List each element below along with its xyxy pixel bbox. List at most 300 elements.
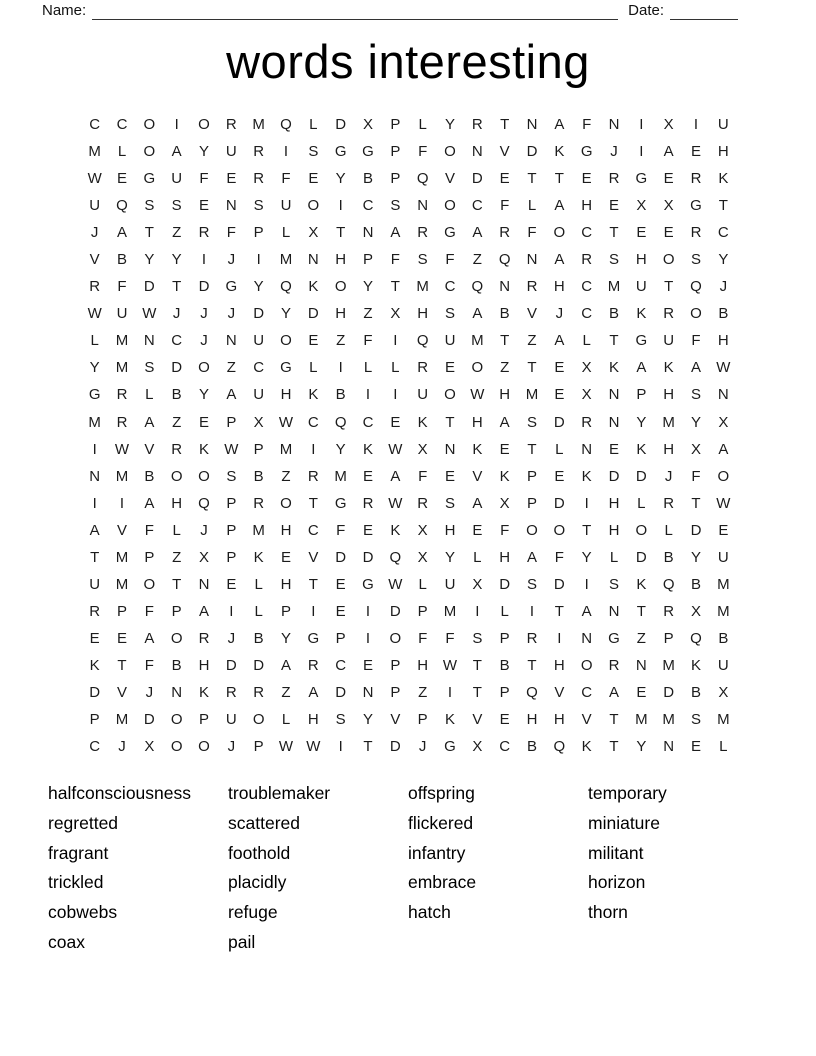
grid-letter: H [280, 521, 292, 539]
grid-letter: M [717, 575, 730, 593]
grid-letter: V [526, 305, 537, 323]
grid-letter: P [280, 602, 291, 620]
grid-letter: H [635, 251, 647, 269]
grid-letter: S [690, 386, 701, 404]
grid-letter: Y [89, 359, 100, 377]
grid-letter: M [115, 359, 129, 377]
grid-letter: A [554, 197, 565, 215]
grid-letter: B [144, 467, 155, 485]
grid-letter: P [390, 683, 401, 701]
grid-letter: S [144, 197, 155, 215]
grid-letter: K [89, 656, 100, 674]
grid-letter: S [226, 467, 237, 485]
grid-letter: R [526, 278, 538, 296]
grid-letter: U [717, 116, 729, 133]
grid-letter: T [527, 359, 537, 377]
grid-letter: Y [636, 738, 647, 756]
grid-letter: M [717, 602, 730, 620]
grid-letter: D [89, 683, 101, 701]
grid-letter: B [335, 386, 346, 404]
grid-letter: H [717, 143, 729, 161]
grid-letter: T [363, 738, 373, 756]
grid-letter: U [417, 386, 429, 404]
grid-letter: F [390, 251, 400, 269]
grid-letter: S [417, 251, 428, 269]
grid-letter: O [307, 197, 320, 215]
grid-letter: Z [281, 683, 291, 701]
grid-letter: Z [172, 224, 182, 242]
grid-letter: N [663, 738, 675, 756]
grid-letter: I [365, 629, 371, 647]
grid-letter: O [143, 143, 156, 161]
grid-letter: F [363, 332, 373, 350]
grid-letter: J [227, 629, 236, 647]
grid-letter: J [418, 738, 427, 756]
grid-letter: O [198, 116, 210, 133]
grid-letter: E [499, 440, 510, 458]
grid-letter: Z [472, 251, 482, 269]
grid-letter: O [553, 224, 566, 242]
grid-letter: H [444, 521, 456, 539]
grid-letter: S [253, 197, 264, 215]
grid-letter: X [198, 548, 209, 566]
grid-letter: S [526, 575, 537, 593]
word-list-item: placidly [228, 872, 287, 893]
grid-letter: R [116, 413, 128, 431]
grid-letter: D [635, 467, 647, 485]
grid-letter: W [87, 305, 102, 323]
grid-letter: R [471, 116, 483, 133]
grid-letter: P [226, 521, 237, 539]
grid-letter: R [499, 224, 511, 242]
grid-letter: O [198, 359, 210, 377]
name-label: Name: [42, 2, 87, 19]
grid-letter: N [635, 656, 647, 674]
grid-letter: K [636, 575, 647, 593]
grid-letter: A [472, 494, 483, 512]
grid-letter: K [718, 170, 729, 188]
grid-letter: J [227, 738, 236, 756]
grid-letter: L [582, 332, 591, 350]
word-list-item: refuge [228, 902, 278, 923]
grid-letter: A [116, 224, 127, 242]
grid-letter: E [308, 170, 319, 188]
grid-letter: R [417, 224, 429, 242]
grid-letter: E [198, 413, 209, 431]
grid-letter: D [362, 548, 374, 566]
grid-letter: G [307, 629, 320, 647]
grid-letter: K [554, 143, 565, 161]
grid-letter: B [362, 170, 373, 188]
grid-letter: B [499, 656, 510, 674]
grid-letter: P [390, 170, 401, 188]
grid-letter: U [717, 548, 729, 566]
grid-letter: A [390, 467, 401, 485]
grid-letter: B [526, 738, 537, 756]
grid-letter: W [388, 575, 403, 593]
grid-letter: R [581, 251, 593, 269]
grid-letter: I [557, 629, 562, 647]
grid-letter: U [635, 278, 647, 296]
grid-letter: A [718, 440, 729, 458]
word-list-item: thorn [588, 902, 628, 923]
grid-letter: I [529, 602, 535, 620]
grid-letter: D [389, 738, 401, 756]
grid-letter: Q [526, 683, 538, 701]
grid-letter: A [308, 683, 319, 701]
grid-letter: R [362, 494, 374, 512]
grid-letter: U [171, 170, 183, 188]
grid-letter: V [472, 711, 483, 729]
grid-letter: P [226, 548, 237, 566]
grid-letter: A [663, 143, 674, 161]
grid-letter: S [608, 251, 619, 269]
grid-letter: A [472, 305, 483, 323]
grid-letter: K [390, 521, 401, 539]
grid-letter: D [143, 711, 155, 729]
grid-letter: W [388, 440, 403, 458]
grid-letter: C [471, 197, 483, 215]
grid-letter: I [256, 251, 261, 269]
grid-letter: E [636, 683, 647, 701]
grid-letter: M [416, 278, 429, 296]
grid-letter: F [117, 278, 127, 296]
grid-letter: T [554, 602, 564, 620]
grid-letter: M [279, 440, 293, 458]
grid-letter: W [716, 359, 731, 377]
grid-letter: E [116, 170, 127, 188]
grid-letter: N [89, 467, 101, 485]
grid-letter: D [253, 305, 265, 323]
grid-letter: Y [253, 278, 264, 296]
grid-letter: R [225, 116, 237, 133]
grid-letter: G [608, 629, 620, 647]
grid-letter: M [662, 711, 675, 729]
grid-letter: X [472, 575, 483, 593]
grid-letter: E [663, 224, 674, 242]
grid-letter: V [116, 521, 127, 539]
grid-letter: X [417, 440, 428, 458]
grid-letter: M [88, 143, 101, 161]
grid-letter: T [472, 656, 482, 674]
grid-letter: Y [444, 548, 455, 566]
grid-letter: O [389, 629, 402, 647]
grid-letter: N [417, 197, 429, 215]
grid-letter: G [143, 170, 156, 188]
grid-letter: I [338, 738, 343, 756]
grid-letter: P [253, 738, 264, 756]
grid-letter: N [198, 575, 210, 593]
grid-letter: L [391, 359, 400, 377]
grid-letter: A [171, 143, 182, 161]
grid-letter: R [253, 494, 265, 512]
grid-letter: U [225, 143, 237, 161]
grid-letter: T [582, 521, 592, 539]
grid-letter: N [444, 440, 456, 458]
grid-letter: J [719, 278, 728, 296]
grid-letter: R [581, 413, 593, 431]
grid-letter: B [690, 575, 701, 593]
grid-letter: E [499, 711, 510, 729]
grid-letter: A [608, 683, 619, 701]
grid-letter: G [690, 197, 702, 215]
grid-letter: H [717, 332, 729, 350]
grid-letter: E [198, 197, 209, 215]
grid-letter: X [690, 440, 701, 458]
grid-letter: A [226, 386, 237, 404]
grid-letter: C [89, 738, 101, 756]
grid-letter: Q [198, 494, 210, 512]
grid-letter: W [114, 440, 130, 458]
grid-letter: D [635, 548, 647, 566]
grid-letter: O [170, 467, 183, 485]
grid-letter: I [92, 494, 97, 512]
grid-letter: I [338, 197, 343, 215]
grid-letter: I [365, 602, 371, 620]
grid-letter: F [445, 629, 455, 647]
grid-letter: H [417, 305, 429, 323]
grid-letter: S [444, 305, 455, 323]
grid-letter: R [198, 224, 210, 242]
grid-letter: N [581, 629, 593, 647]
grid-letter: B [171, 656, 182, 674]
grid-letter: C [362, 197, 374, 215]
grid-letter: G [334, 494, 347, 512]
grid-letter: E [718, 521, 729, 539]
grid-letter: O [553, 521, 566, 539]
grid-letter: O [471, 359, 484, 377]
grid-letter: H [171, 494, 183, 512]
grid-letter: K [198, 683, 209, 701]
grid-letter: T [336, 224, 346, 242]
grid-letter: O [143, 116, 156, 133]
grid-letter: S [144, 359, 155, 377]
grid-letter: Y [171, 251, 182, 269]
grid-letter: W [278, 738, 294, 756]
word-list-column [48, 779, 228, 958]
grid-letter: F [418, 629, 428, 647]
grid-letter: T [500, 116, 510, 133]
grid-letter: E [335, 575, 346, 593]
grid-letter: K [690, 656, 701, 674]
grid-letter: C [89, 116, 101, 133]
grid-letter: K [608, 359, 619, 377]
grid-letter: L [254, 602, 263, 620]
grid-letter: Y [280, 629, 291, 647]
grid-letter: R [89, 602, 101, 620]
grid-letter: F [144, 602, 154, 620]
grid-letter: J [555, 305, 564, 323]
grid-letter: I [584, 575, 589, 593]
grid-letter: Q [116, 197, 128, 215]
grid-letter: L [418, 575, 427, 593]
grid-letter: K [308, 386, 319, 404]
grid-letter: I [475, 602, 480, 620]
grid-letter: H [581, 197, 593, 215]
grid-letter: D [608, 467, 620, 485]
grid-letter: D [499, 575, 511, 593]
grid-letter: A [144, 413, 155, 431]
grid-letter: I [693, 116, 699, 133]
grid-letter: P [526, 467, 537, 485]
grid-letter: T [308, 575, 318, 593]
grid-letter: G [225, 278, 238, 296]
grid-letter: I [639, 116, 644, 133]
grid-letter: V [444, 170, 455, 188]
grid-letter: D [335, 116, 347, 133]
grid-letter: W [87, 170, 102, 188]
grid-letter: S [308, 143, 319, 161]
grid-letter: P [226, 413, 237, 431]
grid-letter: B [171, 386, 182, 404]
grid-letter: R [198, 629, 210, 647]
grid-letter: C [581, 683, 593, 701]
grid-letter: I [283, 143, 289, 161]
grid-letter: H [280, 386, 292, 404]
grid-letter: X [417, 521, 428, 539]
grid-letter: P [335, 629, 346, 647]
grid-letter: N [143, 332, 155, 350]
word-list-item: hatch [408, 902, 451, 923]
word-list-column [228, 779, 408, 958]
grid-letter: V [499, 143, 510, 161]
grid-letter: F [554, 548, 564, 566]
grid-letter: Q [690, 278, 702, 296]
grid-letter: K [253, 548, 264, 566]
grid-letter: H [553, 711, 565, 729]
grid-letter: U [225, 711, 237, 729]
grid-letter: M [115, 467, 129, 485]
grid-letter: E [280, 548, 291, 566]
word-list-item: offspring [408, 783, 475, 803]
grid-letter: A [636, 359, 647, 377]
grid-letter: I [311, 440, 316, 458]
grid-letter: X [144, 738, 155, 756]
grid-letter: Y [444, 116, 455, 133]
grid-letter: O [170, 629, 183, 647]
grid-letter: A [390, 224, 401, 242]
grid-letter: V [89, 251, 100, 269]
grid-letter: A [280, 656, 291, 674]
grid-letter: W [470, 386, 485, 404]
grid-letter: F [226, 224, 236, 242]
grid-letter: H [335, 305, 347, 323]
grid-letter: A [198, 602, 209, 620]
grid-letter: N [717, 386, 729, 404]
grid-letter: J [90, 224, 99, 242]
grid-letter: M [279, 251, 293, 269]
grid-letter: A [499, 413, 510, 431]
grid-letter: E [608, 197, 619, 215]
grid-letter: H [553, 278, 565, 296]
grid-letter: A [89, 521, 100, 539]
grid-letter: M [662, 656, 675, 674]
grid-letter: Q [498, 251, 511, 269]
word-list-item: halfconsciousness [48, 783, 191, 803]
grid-letter: I [447, 683, 453, 701]
grid-letter: Q [553, 738, 566, 756]
grid-letter: V [116, 683, 127, 701]
grid-letter: Q [471, 278, 484, 296]
grid-letter: T [609, 738, 619, 756]
grid-letter: A [144, 494, 155, 512]
grid-letter: W [388, 494, 403, 512]
grid-letter: L [609, 548, 619, 566]
grid-letter: W [142, 305, 157, 323]
grid-letter: H [499, 548, 511, 566]
grid-letter: K [362, 440, 373, 458]
grid-letter: L [664, 521, 673, 539]
grid-letter: P [417, 711, 428, 729]
grid-letter: R [253, 170, 265, 188]
grid-letter: I [365, 386, 371, 404]
grid-letter: D [143, 278, 155, 296]
word-list-column [588, 779, 768, 958]
grid-letter: T [472, 683, 482, 701]
grid-letter: U [444, 575, 456, 593]
grid-letter: F [500, 521, 510, 539]
grid-letter: L [719, 738, 728, 756]
grid-letter: W [306, 738, 321, 756]
grid-letter: P [390, 116, 401, 133]
grid-letter: V [472, 467, 483, 485]
grid-letter: W [278, 413, 294, 431]
grid-letter: H [198, 656, 210, 674]
grid-letter: P [663, 629, 674, 647]
grid-letter: D [553, 413, 565, 431]
grid-letter: E [308, 332, 319, 350]
grid-letter: U [89, 197, 101, 215]
grid-letter: J [145, 683, 154, 701]
word-list-item: regretted [48, 812, 119, 833]
grid-letter: U [717, 656, 729, 674]
grid-letter: P [253, 224, 264, 242]
grid-letter: U [116, 305, 128, 323]
grid-letter: H [335, 251, 347, 269]
grid-letter: X [417, 548, 428, 566]
grid-letter: T [664, 278, 674, 296]
grid-letter: J [227, 305, 236, 323]
word-list-item: temporary [588, 783, 667, 803]
grid-letter: D [253, 656, 265, 674]
grid-letter: F [281, 170, 291, 188]
grid-letter: K [581, 467, 592, 485]
grid-letter: F [418, 143, 428, 161]
grid-letter: L [555, 440, 564, 458]
grid-letter: N [307, 251, 319, 269]
grid-letter: I [584, 494, 589, 512]
grid-letter: N [362, 224, 374, 242]
grid-letter: J [610, 143, 618, 161]
grid-letter: Y [280, 305, 291, 323]
grid-letter: C [581, 278, 593, 296]
grid-letter: U [663, 332, 675, 350]
grid-letter: S [390, 197, 401, 215]
grid-letter: U [89, 575, 101, 593]
grid-letter: A [581, 602, 592, 620]
grid-letter: O [717, 467, 730, 485]
grid-letter: Q [389, 548, 402, 566]
grid-letter: T [390, 278, 400, 296]
grid-letter: L [363, 359, 373, 377]
grid-letter: Y [362, 711, 373, 729]
grid-letter: C [116, 116, 128, 133]
grid-letter: F [500, 197, 510, 215]
grid-letter: T [144, 224, 154, 242]
grid-letter: T [308, 494, 318, 512]
grid-letter: O [280, 332, 292, 350]
grid-letter: R [307, 467, 319, 485]
